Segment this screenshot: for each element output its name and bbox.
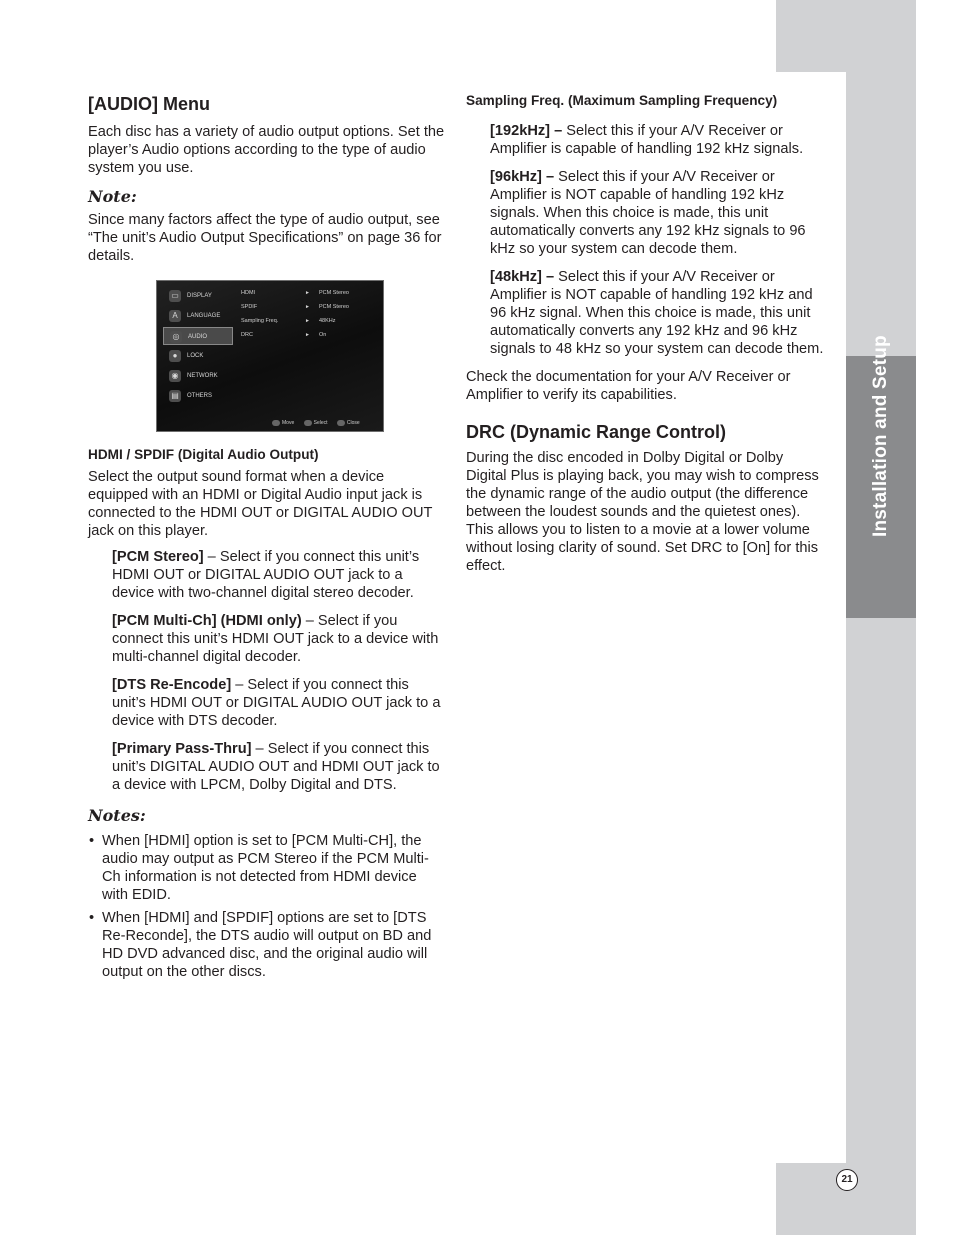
option-48khz: [48kHz] – Select this if your A/V Receiver or Amplifier is NOT capable of handling 192 kHz and 96 kHz signal. When this choice is made, this unit automatically converts any 192 kHz and 96 kHz signals to 48 kHz so your system can decode them. [490,269,824,357]
option-primary-pass-thru: [Primary Pass-Thru] – Select if you connect this unit’s DIGITAL AUDIO OUT and HDMI OUT jack to a device with LPCM, Dolby Digital and DTS. [112,741,440,793]
menu-setting-row: SPDIF ► PCM Stereo [241,301,379,314]
note-heading: Note: [88,187,137,206]
menu-footer: Move Select Close [272,418,382,428]
others-icon: ▤ [169,390,181,402]
arrow-right-icon: ► [305,332,310,338]
menu-category-list [163,287,233,407]
option-pcm-multi-ch: [PCM Multi-Ch] (HDMI only) – Select if you connect this unit’s HDMI OUT jack to a device with multi-channel digital decoder. [112,613,439,665]
lock-icon: ● [169,350,181,362]
drc-title: DRC (Dynamic Range Control) [466,422,727,442]
sidebar-top-block [776,0,916,72]
sampling-freq-footer: Check the documentation for your A/V Receiver or Amplifier to verify its capabilities. [466,369,791,403]
language-icon: A [169,310,181,322]
menu-setting-row: DRC ► On [241,329,379,342]
move-icon [272,420,280,426]
sampling-freq-heading: Sampling Freq. (Maximum Sampling Frequency) [466,93,778,108]
menu-item-network: ◉ NETWORK [163,367,233,385]
hdmi-spdif-intro: Select the output sound format when a device equipped with an HDMI or Digital Audio input jack is connected to the HDMI OUT or DIGITAL AUDIO OUT jack on this player. [88,469,433,539]
left-column [88,92,446,981]
menu-item-display: ▭ DISPLAY [163,287,233,305]
hdmi-spdif-heading: HDMI / SPDIF (Digital Audio Output) [88,447,319,462]
menu-item-audio: ◎ AUDIO [163,327,233,345]
arrow-right-icon: ► [305,290,310,296]
select-icon [304,420,312,426]
option-192khz: [192kHz] – Select this if your A/V Receiver or Amplifier is capable of handling 192 kHz signals. [490,123,804,157]
drc-text: During the disc encoded in Dolby Digital or Dolby Digital Plus is playing back, you may wish to compress the dynamic range of the audio output (the difference between the loudest sounds and the quietest ones). This allows you to listen to a movie at a lower volume without losing clarity of sound. Set DRC to [On] for this effect. [466,450,819,574]
section-tab-label: Installation and Setup [870,335,891,537]
arrow-right-icon: ► [305,318,310,324]
option-dts-re-encode: [DTS Re-Encode] – Select if you connect this unit’s HDMI OUT or DIGITAL AUDIO OUT jack to a device with DTS decoder. [112,677,441,729]
notes-heading: Notes: [88,806,146,825]
option-96khz: [96kHz] – Select this if your A/V Receiver or Amplifier is NOT capable of handling 192 kHz signals. When this choice is made, this unit automatically converts any 192 kHz signals to 96 kHz so your system can decode them. [490,169,806,257]
list-item: • When [HDMI] and [SPDIF] options are set to [DTS Re-Reconde], the DTS audio will output on BD and HD DVD advanced disc, and the original audio will output on the other discs. [89,910,432,980]
page-number: 21 [836,1169,858,1191]
menu-item-lock: ● LOCK [163,347,233,365]
menu-item-others: ▤ OTHERS [163,387,233,405]
list-item: • When [HDMI] option is set to [PCM Multi-CH], the audio may output as PCM Stereo if the PCM Multi-Ch information is not detected from HDMI device with EDID. [89,833,429,903]
network-icon: ◉ [169,370,181,382]
audio-menu-screenshot [156,280,384,432]
menu-setting-row: Sampling Freq. ► 48KHz [241,315,379,328]
arrow-right-icon: ► [305,304,310,310]
audio-menu-intro: Each disc has a variety of audio output options. Set the player’s Audio options according to the type of audio system you use. [88,124,445,176]
notes-list [88,832,446,981]
audio-menu-title: [AUDIO] Menu [88,94,210,114]
close-icon [337,420,345,426]
option-pcm-stereo: [PCM Stereo] – Select if you connect this unit’s HDMI OUT or DIGITAL AUDIO OUT jack to a device with two-channel digital stereo decoder. [112,549,420,601]
audio-icon: ◎ [170,331,182,343]
menu-item-language: A LANGUAGE [163,307,233,325]
note-text: Since many factors affect the type of audio output, see “The unit’s Audio Output Specifications” on page 36 for details. [88,212,442,264]
right-column [466,92,826,575]
display-icon: ▭ [169,290,181,302]
menu-setting-row: HDMI ► PCM Stereo [241,287,379,300]
